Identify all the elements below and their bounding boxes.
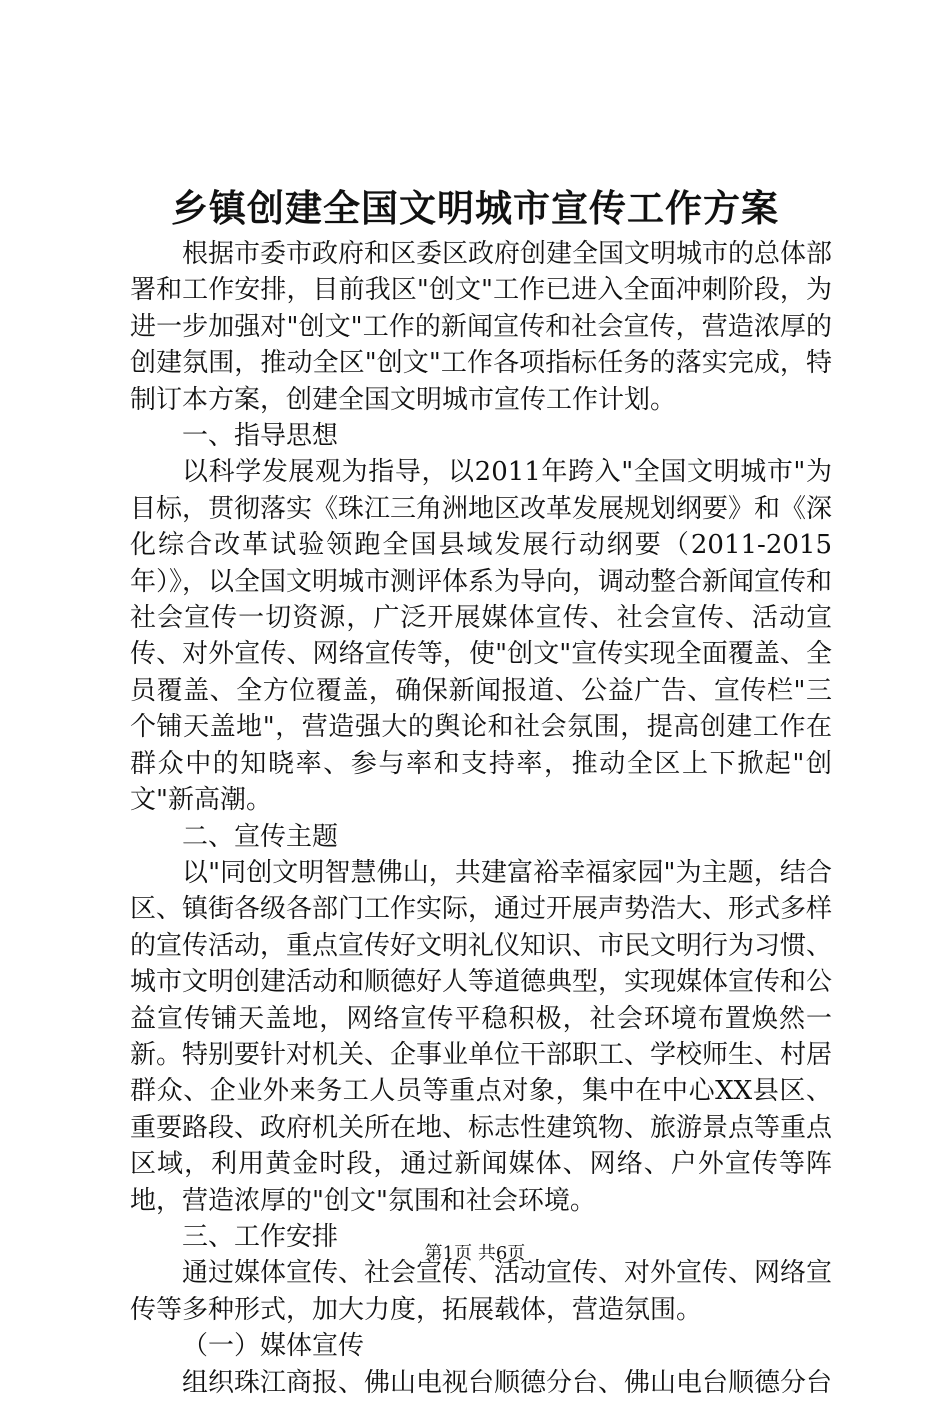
section-heading-guiding-ideology: 一、指导思想 xyxy=(182,421,339,452)
subsection-heading-media-publicity: （一）媒体宣传 xyxy=(182,1331,365,1362)
paragraph-intro: 根据市委市政府和区委区政府创建全国文明城市的总体部署和工作安排，目前我区"创文"工作已进入全面冲刺阶段，为进一步加强对"创文"工作的新闻宣传和社会宣传，营造浓厚的创建氛围，推动全区"创文"工作各项指标任务的落实完成，特制订本方案，创建全国文明城市宣传工作计划。 xyxy=(130,239,833,415)
section-heading-theme: 二、宣传主题 xyxy=(182,821,339,852)
page-number-footer: 第1页 共6页 xyxy=(424,1243,526,1264)
section-heading-work-arrangement: 三、工作安排 xyxy=(182,1221,339,1252)
paragraph-media-publicity: 组织珠江商报、佛山电视台顺德分台、佛山电台顺德分台 xyxy=(182,1367,833,1398)
paragraph-theme: 以"同创文明智慧佛山，共建富裕幸福家园"为主题，结合区、镇街各级各部门工作实际，通过开展声势浩大、形式多样的宣传活动，重点宣传好文明礼仪知识、市民文明行为习惯、城市文明创建活动和顺德好人等道德典型，实现媒体宣传和公益宣传铺天盖地，网络宣传平稳积极，社会环境布置焕然一新。特别要针对机关、企事业单位干部职工、学校师生、村居群众、企业外来务工人员等重点对象，集中在中心XX县区、重要路段、政府机关所在地、标志性建筑物、旅游景点等重点区域，利用黄金时段，通过新闻媒体、网络、户外宣传等阵地，营造浓厚的"创文"氛围和社会环境。 xyxy=(130,857,833,1216)
document-title: 乡镇创建全国文明城市宣传工作方案 xyxy=(171,186,779,230)
document-body xyxy=(130,236,832,1401)
paragraph-work-arrangement: 通过媒体宣传、社会宣传、活动宣传、对外宣传、网络宣传等多种形式，加大力度，拓展载体，营造氛围。 xyxy=(130,1258,833,1325)
paragraph-guiding-ideology: 以科学发展观为指导，以2011年跨入"全国文明城市"为目标，贯彻落实《珠江三角洲地区改革发展规划纲要》和《深化综合改革试验领跑全国县域发展行动纲要（2011-2015年）》，以全国文明城市测评体系为导向，调动整合新闻宣传和社会宣传一切资源，广泛开展媒体宣传、社会宣传、活动宣传、对外宣传、网络宣传等，使"创文"宣传实现全面覆盖、全员覆盖、全方位覆盖，确保新闻报道、公益广告、宣传栏"三个铺天盖地"，营造强大的舆论和社会氛围，提高创建工作在群众中的知晓率、参与率和支持率，推动全区上下掀起"创文"新高潮。 xyxy=(130,457,833,816)
